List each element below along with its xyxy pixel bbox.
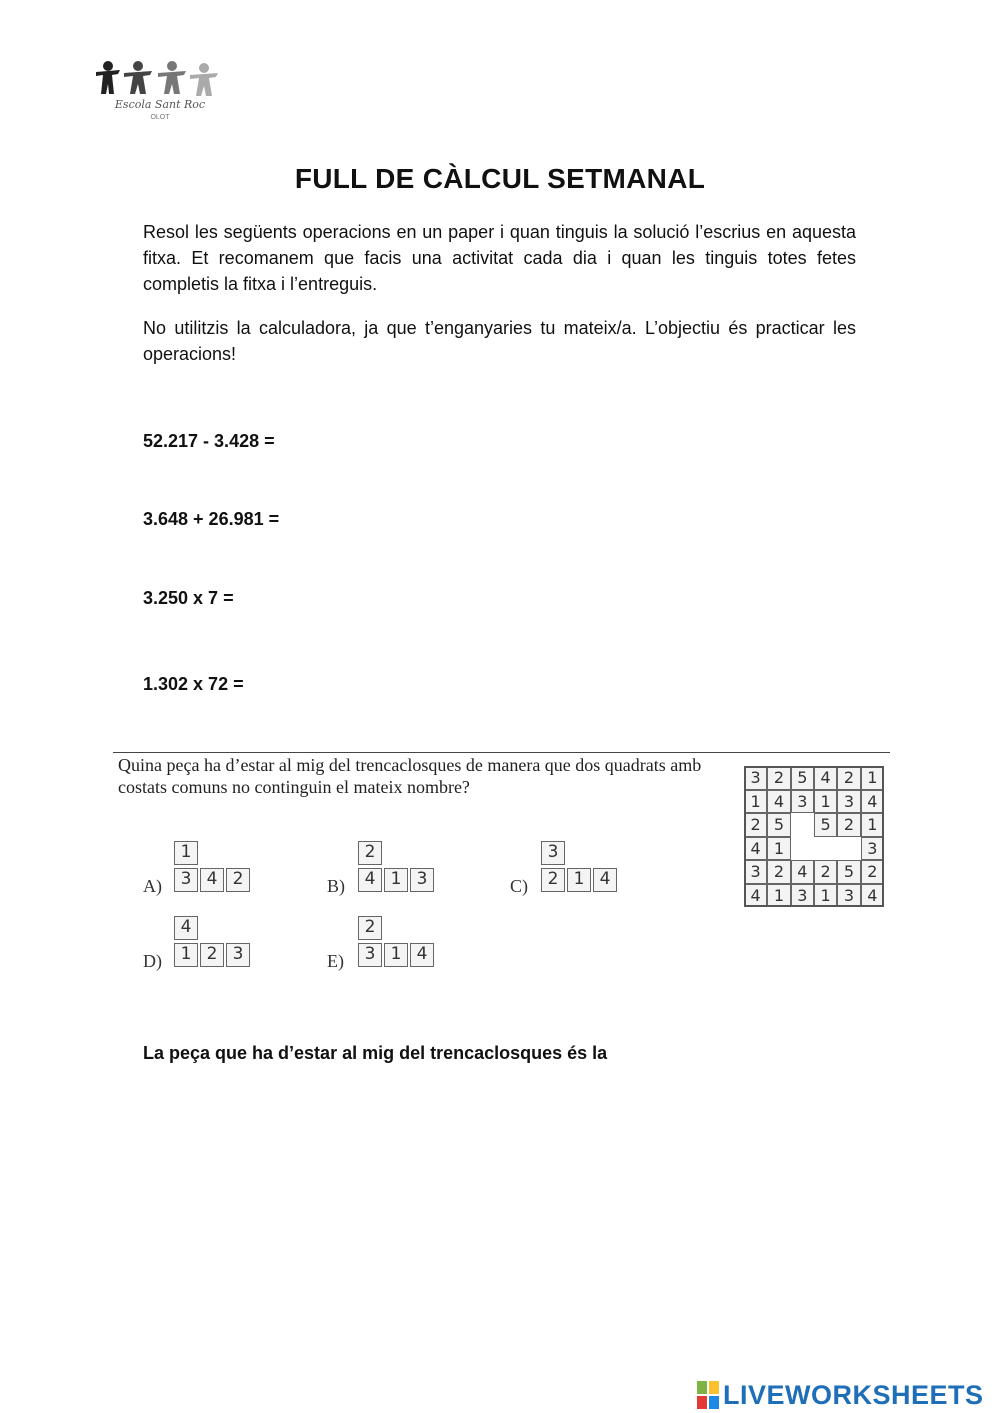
piece-cell: 4 [593, 868, 617, 892]
grid-cell: 2 [814, 860, 837, 884]
school-city: OLOT [150, 114, 170, 121]
grid-cell: 4 [861, 790, 884, 814]
grid-cell: 3 [837, 884, 860, 908]
option-letter: A) [143, 876, 162, 896]
grid-cell: 1 [744, 790, 767, 814]
piece-cell: 4 [200, 868, 224, 892]
instructions-paragraph-2: No utilitzis la calculadora, ja que t’enganyaries tu mateix/a. L’objectiu és practicar les operacions! [143, 318, 856, 364]
grid-cell: 4 [861, 884, 884, 908]
grid-cell: 2 [744, 813, 767, 837]
grid-cell: 3 [791, 884, 814, 908]
grid-cell: 4 [814, 766, 837, 790]
piece-cell: 4 [410, 943, 434, 967]
grid-cell: 2 [861, 860, 884, 884]
grid-cell: 5 [837, 860, 860, 884]
piece-cell: 4 [358, 868, 382, 892]
option-letter: B) [327, 876, 345, 896]
liveworksheets-wordmark: LIVEWORKSHEETS [723, 1380, 984, 1410]
piece-cell: 1 [174, 943, 198, 967]
operation-1: 52.217 - 3.428 = [143, 431, 275, 451]
piece-cell: 1 [567, 868, 591, 892]
piece-cell: 2 [358, 916, 382, 940]
piece-cell: 2 [358, 841, 382, 865]
grid-cell: 4 [744, 837, 767, 861]
option-letter: D) [143, 951, 162, 971]
piece-cell: 1 [174, 841, 198, 865]
grid-cell: 1 [861, 813, 884, 837]
piece-cell: 3 [358, 943, 382, 967]
grid-cell: 5 [814, 813, 837, 837]
grid-cell: 2 [767, 766, 790, 790]
operation-3: 3.250 x 7 = [143, 588, 234, 608]
grid-cell: 4 [744, 884, 767, 908]
grid-cell: 2 [767, 860, 790, 884]
grid-cell: 1 [814, 884, 837, 908]
option-letter: C) [510, 876, 528, 896]
puzzle-grid [744, 766, 884, 907]
puzzle-question: Quina peça ha d’estar al mig del trencaclosques de manera que dos quadrats amb costats comuns no continguin el mateix nombre? [118, 755, 702, 797]
piece-cell: 4 [174, 916, 198, 940]
grid-cell: 1 [861, 766, 884, 790]
grid-cell: 1 [814, 790, 837, 814]
piece-cell: 2 [200, 943, 224, 967]
grid-cell: 3 [861, 837, 884, 861]
option-letter: E) [327, 951, 344, 971]
operation-2: 3.648 + 26.981 = [143, 509, 280, 529]
piece-cell: 3 [174, 868, 198, 892]
grid-cell: 3 [837, 790, 860, 814]
grid-cell: 5 [767, 813, 790, 837]
instructions-paragraph-1: Resol les següents operacions en un paper i quan tinguis la solució l’escrius en aquesta fitxa. Et recomanem que facis una activitat cada dia i quan les tinguis totes fetes completis la fitxa i l’entreguis. [143, 222, 856, 294]
grid-cell: 2 [837, 766, 860, 790]
grid-cell: 1 [767, 837, 790, 861]
piece-cell: 3 [541, 841, 565, 865]
children-figures-icon [90, 58, 230, 100]
grid-cell: 2 [837, 813, 860, 837]
operation-4: 1.302 x 72 = [143, 674, 244, 694]
school-name: Escola Sant Roc [114, 98, 206, 111]
grid-cell: 1 [767, 884, 790, 908]
page-title: FULL DE CÀLCUL SETMANAL [294, 163, 706, 194]
grid-cell: 4 [791, 860, 814, 884]
grid-cell: 3 [744, 860, 767, 884]
piece-cell: 2 [226, 868, 250, 892]
grid-cell: 4 [767, 790, 790, 814]
grid-cell: 3 [791, 790, 814, 814]
piece-cell: 2 [541, 868, 565, 892]
piece-cell: 1 [384, 943, 408, 967]
piece-cell: 1 [384, 868, 408, 892]
grid-cell: 5 [791, 766, 814, 790]
liveworksheets-badge-icon [697, 1381, 721, 1411]
divider [113, 752, 890, 753]
piece-cell: 3 [226, 943, 250, 967]
answer-prompt: La peça que ha d’estar al mig del trencaclosques és la [143, 1043, 608, 1063]
grid-cell: 3 [744, 766, 767, 790]
piece-cell: 3 [410, 868, 434, 892]
